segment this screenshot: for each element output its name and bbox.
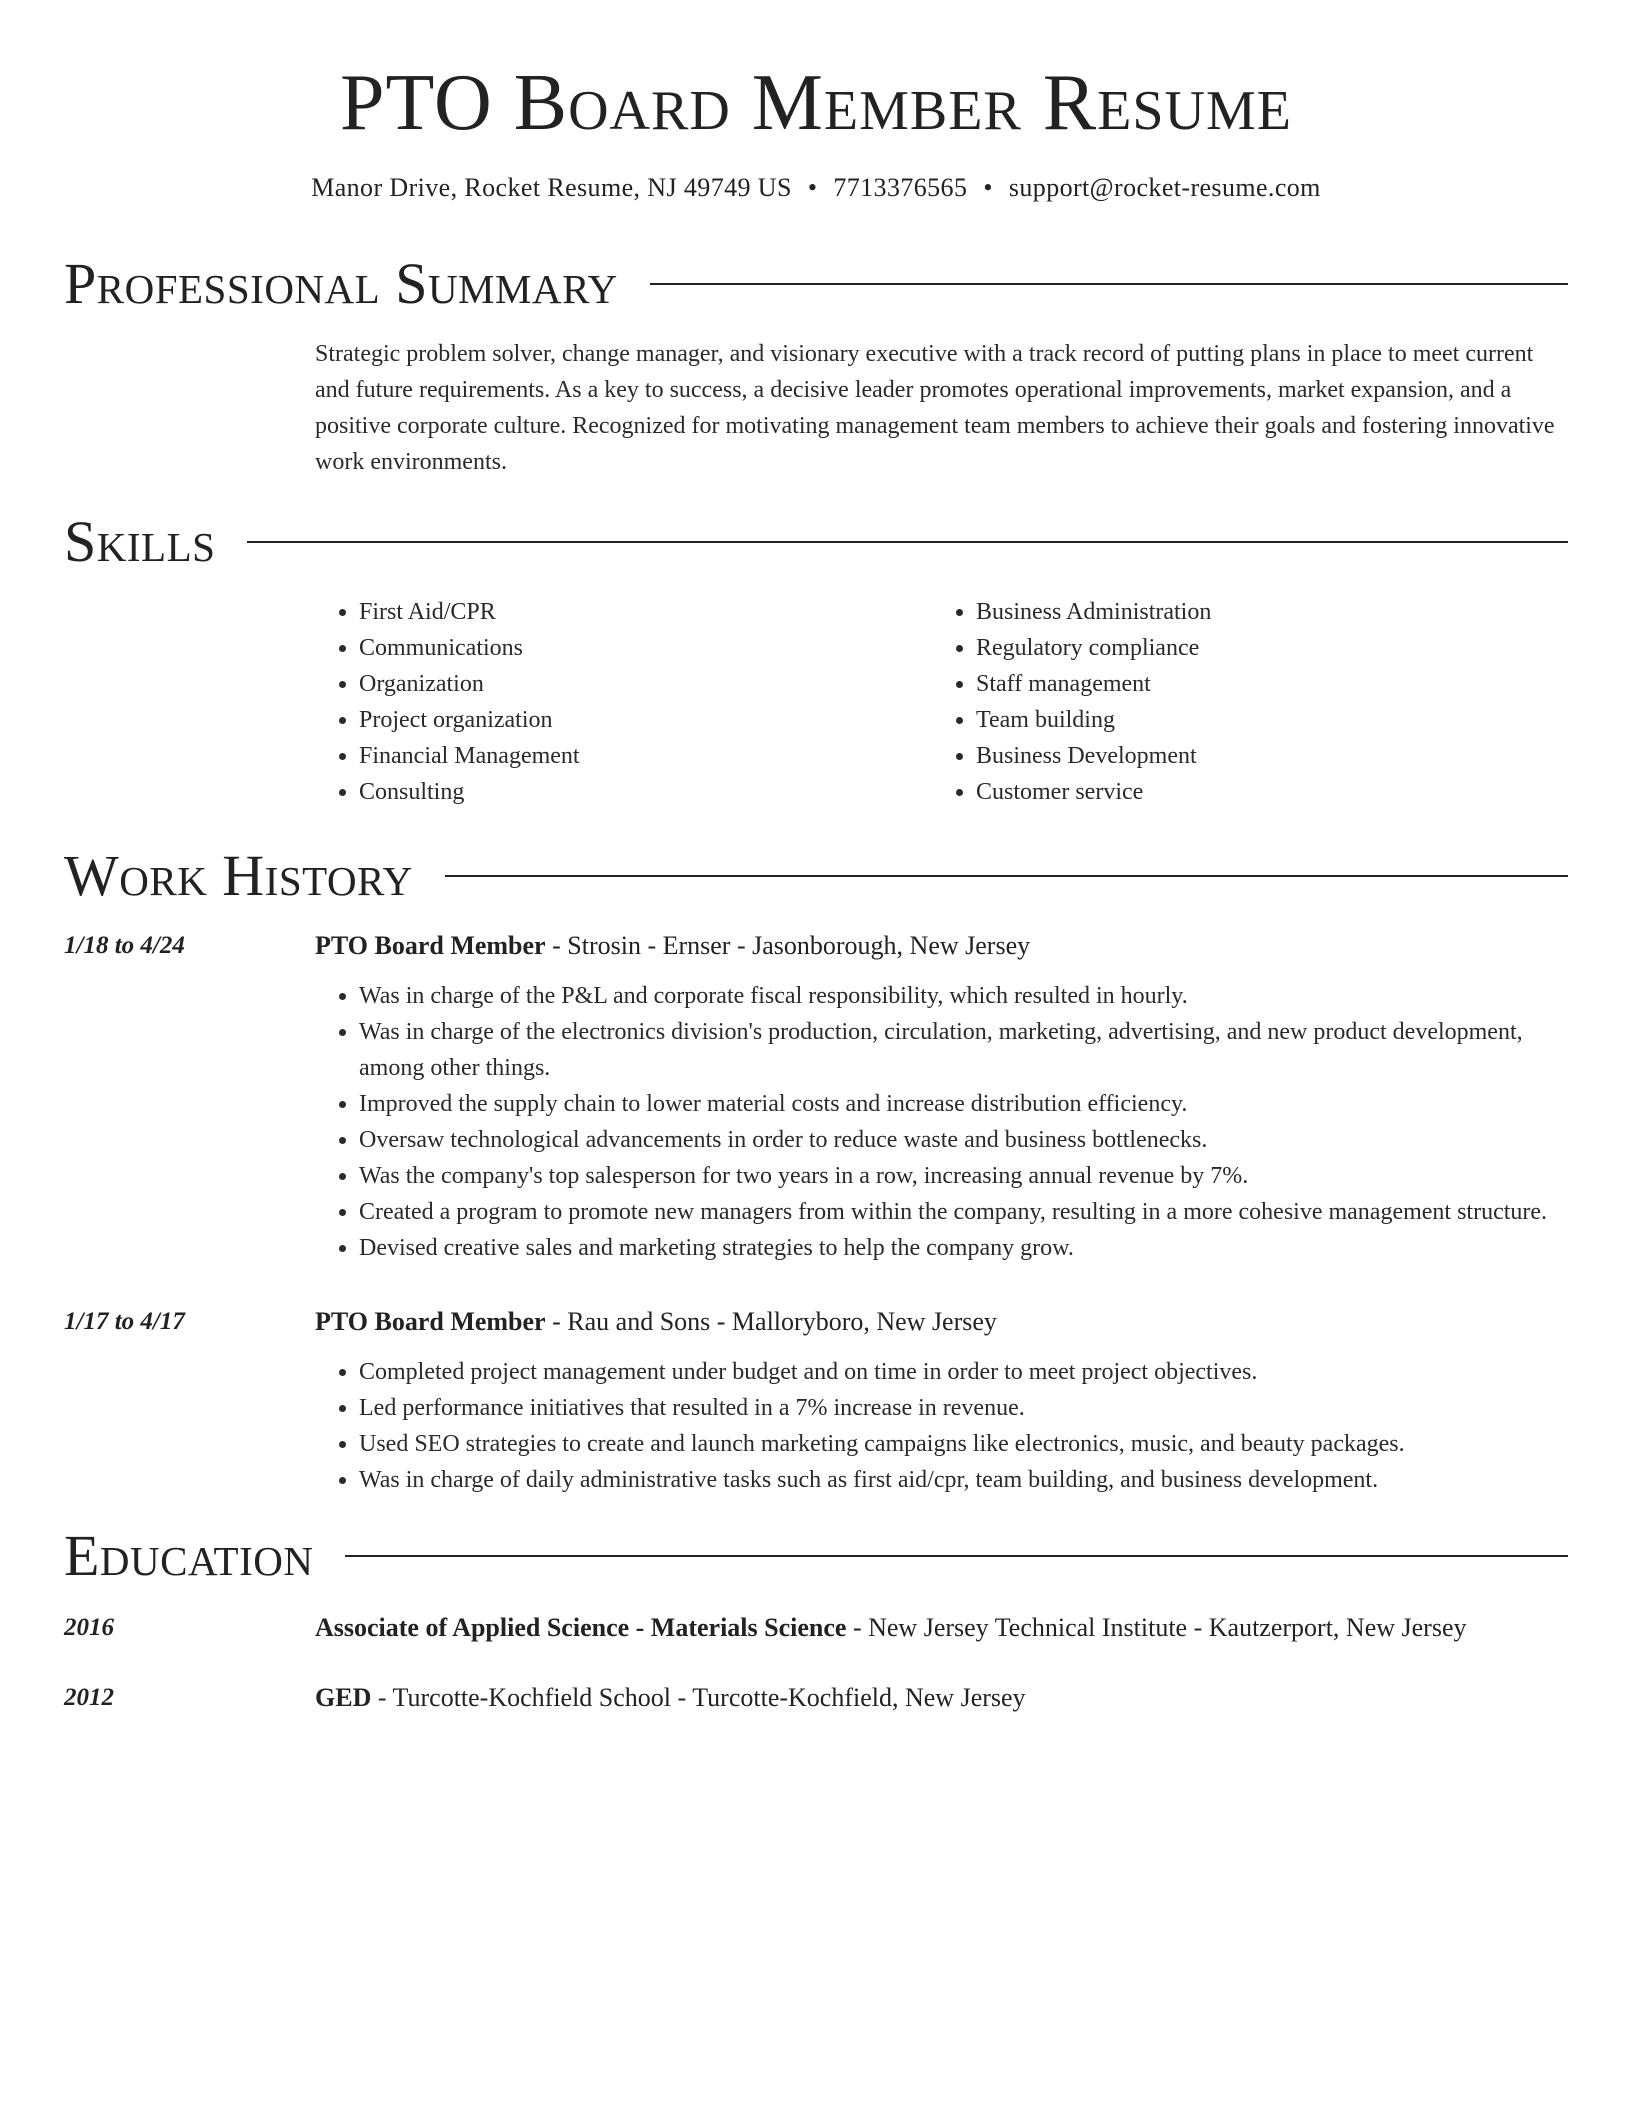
job-bullet: • Oversaw technological advancements in order to reduce waste and business bottlenecks. (359, 1122, 1568, 1158)
education-body (315, 1610, 1568, 1646)
job-details: - Rau and Sons - Malloryboro, New Jersey (545, 1307, 997, 1336)
resume-title: PTO Board Member Resume (340, 59, 1292, 147)
skills-section-header (64, 510, 1568, 574)
skill-item: • First Aid/CPR (359, 594, 932, 630)
skills-grid (315, 594, 1568, 810)
job-bullet: • Completed project management under budget and on time in order to meet project objectives. (359, 1354, 1568, 1390)
job-role: PTO Board Member (315, 1307, 546, 1336)
job-details: - Strosin - Ernser - Jasonborough, New Jersey (545, 931, 1031, 960)
skill-item: • Staff management (976, 666, 1549, 702)
contact-separator: • (983, 173, 993, 202)
job-entry (64, 1304, 1568, 1498)
skill-item: • Communications (359, 630, 932, 666)
job-bullet: • Was in charge of the P&L and corporate fiscal responsibility, which resulted in hourly. (359, 978, 1568, 1014)
section-divider (650, 283, 1568, 285)
contact-phone: 7713376565 (833, 173, 968, 202)
job-bullet: • Led performance initiatives that resulted in a 7% increase in revenue. (359, 1390, 1568, 1426)
skill-item: • Project organization (359, 702, 932, 738)
education-year: 2012 (64, 1684, 114, 1711)
education-degree: Associate of Applied Science - Materials Science (315, 1613, 847, 1642)
skill-item: • Regulatory compliance (976, 630, 1549, 666)
job-bullet: • Was the company's top salesperson for two years in a row, increasing annual revenue by 7%. (359, 1158, 1568, 1194)
job-bullet: • Devised creative sales and marketing strategies to help the company grow. (359, 1230, 1568, 1266)
job-entry (64, 928, 1568, 1266)
job-dates: 1/17 to 4/17 (64, 1308, 185, 1335)
education-year: 2016 (64, 1614, 114, 1641)
work-section-title: Work History (64, 843, 413, 908)
education-line (315, 1610, 1568, 1646)
skill-item: • Organization (359, 666, 932, 702)
skills-column-left (315, 594, 932, 810)
job-bullet: • Used SEO strategies to create and launch marketing campaigns like electronics, music, and beauty packages. (359, 1426, 1568, 1462)
job-bullet: • Was in charge of daily administrative tasks such as first aid/cpr, team building, and business development. (359, 1462, 1568, 1498)
summary-text: Strategic problem solver, change manager, and visionary executive with a track record of putting plans in place to meet current and future requirements. As a key to success, a decisive leader promotes operational improvements, market expansion, and a positive corporate culture. Recognized for motivating management team members to achieve their goals and fostering innovative work environments. (315, 341, 1555, 475)
education-line (315, 1680, 1568, 1716)
skill-item: • Team building (976, 702, 1549, 738)
education-section-title: Education (64, 1523, 314, 1588)
job-title-line (315, 928, 1568, 964)
education-details: - Turcotte-Kochfield School - Turcotte-Kochfield, New Jersey (371, 1683, 1026, 1712)
skill-item: • Customer service (976, 774, 1549, 810)
skill-item: • Business Administration (976, 594, 1549, 630)
education-entry (64, 1680, 1568, 1716)
summary-section-title: Professional Summary (64, 251, 618, 316)
skill-item: • Business Development (976, 738, 1549, 774)
education-degree: GED (315, 1683, 372, 1712)
job-title-line (315, 1304, 1568, 1340)
skills-column-right (932, 594, 1549, 810)
skills-list-left (315, 594, 932, 810)
education-details: - New Jersey Technical Institute - Kautzerport, New Jersey (846, 1613, 1467, 1642)
education-body (315, 1680, 1568, 1716)
skill-item: • Consulting (359, 774, 932, 810)
job-dates: 1/18 to 4/24 (64, 932, 185, 959)
job-bullet: • Created a program to promote new managers from within the company, resulting in a more cohesive management structure. (359, 1194, 1568, 1230)
job-bullet: • Improved the supply chain to lower material costs and increase distribution efficiency. (359, 1086, 1568, 1122)
job-body (315, 1304, 1568, 1498)
contact-address: Manor Drive, Rocket Resume, NJ 49749 US (311, 173, 792, 202)
education-entry (64, 1610, 1568, 1646)
contact-line (64, 170, 1568, 206)
contact-separator: • (807, 173, 818, 202)
skills-list-right (932, 594, 1549, 810)
job-bullets (315, 978, 1568, 1266)
work-section-header (64, 844, 1568, 908)
section-divider (345, 1555, 1568, 1557)
job-role: PTO Board Member (315, 931, 546, 960)
section-divider (247, 541, 1568, 543)
contact-email: support@rocket-resume.com (1008, 173, 1321, 202)
skills-section-title: Skills (64, 509, 216, 574)
job-bullets (315, 1354, 1568, 1498)
job-bullet: • Was in charge of the electronics division's production, circulation, marketing, advertising, and new product development, among other things. (359, 1014, 1568, 1086)
summary-section-header (64, 252, 1568, 316)
skill-item: • Financial Management (359, 738, 932, 774)
section-divider (445, 875, 1568, 877)
education-section-header (64, 1524, 1568, 1588)
job-body (315, 928, 1568, 1266)
